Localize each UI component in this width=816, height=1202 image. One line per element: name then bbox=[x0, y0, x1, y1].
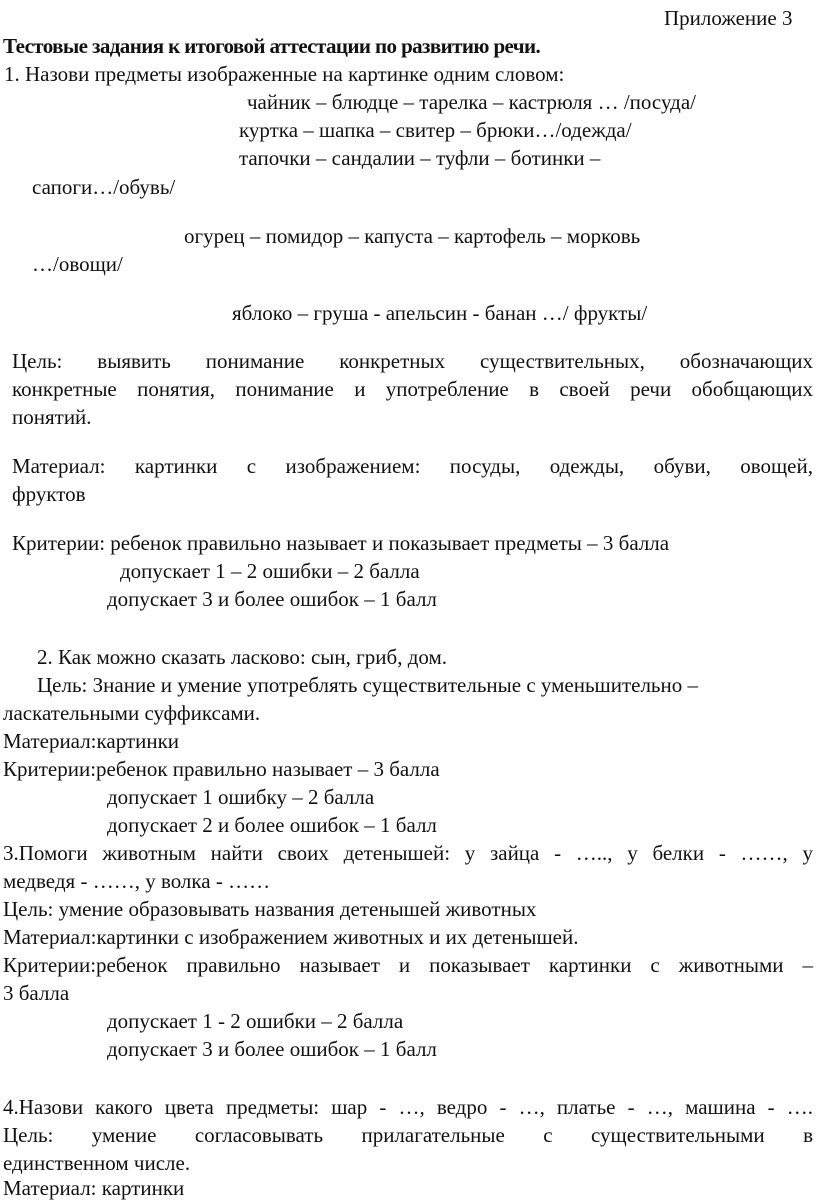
task1-row-clothes: куртка – шапка – свитер – брюки…/одежда/ bbox=[239, 118, 632, 142]
task1-criteria-line3: допускает 3 и более ошибок – 1 балл bbox=[107, 587, 437, 611]
task1-row-vegetables: огурец – помидор – капуста – картофель – морковь bbox=[184, 224, 641, 248]
task3-criteria-line4: допускает 3 и более ошибок – 1 балл bbox=[107, 1037, 437, 1061]
task3-material: Материал:картинки с изображением животных и их детенышей. bbox=[3, 925, 579, 949]
task2-material: Материал:картинки bbox=[3, 729, 180, 753]
task1-material-line1: Материал: картинки с изображением: посуды, одежды, обуви, овощей, bbox=[12, 454, 813, 478]
task3-criteria-line2: 3 балла bbox=[3, 981, 70, 1005]
task1-row-shoes-cont: сапоги…/обувь/ bbox=[32, 175, 176, 199]
task1-row-shoes: тапочки – сандалии – туфли – ботинки – bbox=[239, 146, 601, 170]
task4-material: Материал: картинки bbox=[3, 1176, 185, 1200]
document-title: Тестовые задания к итоговой аттестации по развитию речи. bbox=[3, 34, 541, 58]
appendix-label: Приложение 3 bbox=[664, 6, 793, 30]
task1-criteria-line1: Критерии: ребенок правильно называет и показывает предметы – 3 балла bbox=[12, 531, 670, 555]
task3-criteria-line1: Критерии:ребенок правильно называет и показывает картинки с животными – bbox=[3, 953, 813, 977]
task1-goal-line3: понятий. bbox=[12, 405, 92, 429]
task2-criteria-line3: допускает 2 и более ошибок – 1 балл bbox=[107, 813, 437, 837]
task2-criteria-line1: Критерии:ребенок правильно называет – 3 балла bbox=[3, 757, 440, 781]
task4-goal-line2: единственном числе. bbox=[3, 1151, 191, 1175]
task3-question-line2: медведя - ……, у волка - …… bbox=[3, 869, 271, 893]
task1-material-line2: фруктов bbox=[12, 482, 86, 506]
task4-goal-line1: Цель: умение согласовывать прилагательные с существительными в bbox=[3, 1123, 813, 1147]
task2-goal-line1: Цель: Знание и умение употреблять существительные с уменьшительно – bbox=[37, 673, 698, 697]
task2-goal-line2: ласкательными суффиксами. bbox=[3, 701, 261, 725]
task3-goal: Цель: умение образовывать названия детенышей животных bbox=[3, 897, 537, 921]
task3-question-line1: 3.Помоги животным найти своих детенышей: у зайца - ….., у белки - ……, у bbox=[3, 841, 813, 865]
task1-row-dishes: чайник – блюдце – тарелка – кастрюля … /посуда/ bbox=[247, 90, 696, 114]
task1-row-fruits: яблоко – груша - апельсин - банан …/ фрукты/ bbox=[232, 301, 648, 325]
task2-criteria-line2: допускает 1 ошибку – 2 балла bbox=[107, 785, 375, 809]
task4-question: 4.Назови какого цвета предметы: шар - …, ведро - …, платье - …, машина - …. bbox=[3, 1095, 813, 1119]
task1-row-vegetables-cont: …/овощи/ bbox=[32, 252, 123, 276]
task2-question: 2. Как можно сказать ласково: сын, гриб, дом. bbox=[37, 645, 448, 669]
task1-question: 1. Назови предметы изображенные на картинке одним словом: bbox=[4, 62, 565, 86]
task1-goal-line2: конкретные понятия, понимание и употребление в своей речи обобщающих bbox=[12, 377, 813, 401]
task3-criteria-line3: допускает 1 - 2 ошибки – 2 балла bbox=[107, 1009, 404, 1033]
task1-criteria-line2: допускает 1 – 2 ошибки – 2 балла bbox=[120, 559, 420, 583]
task1-goal-line1: Цель: выявить понимание конкретных существительных, обозначающих bbox=[12, 349, 813, 373]
